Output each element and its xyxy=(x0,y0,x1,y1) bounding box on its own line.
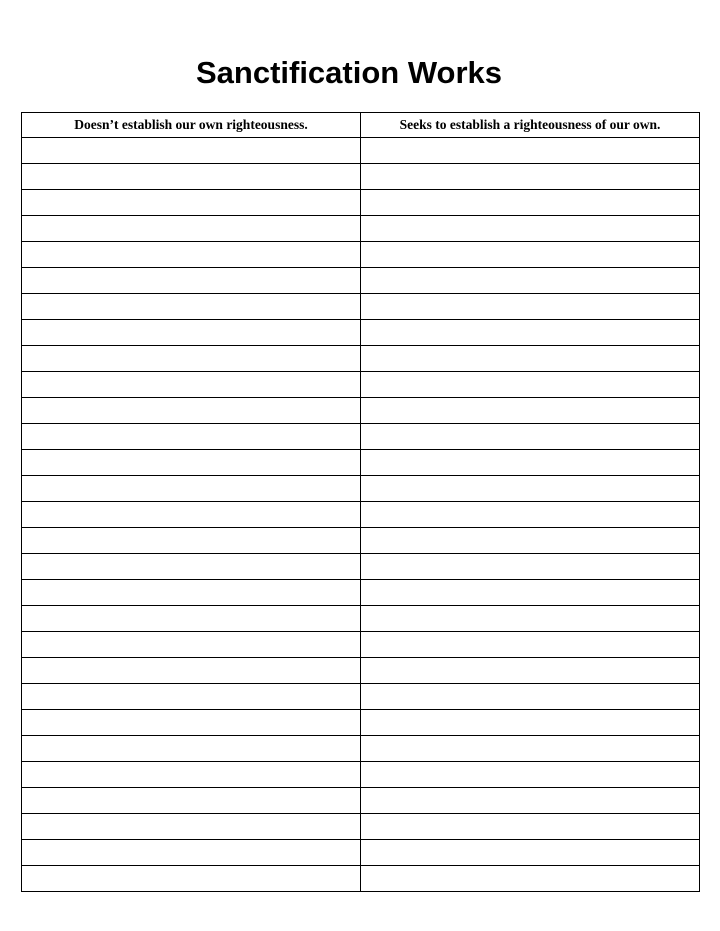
table-cell-right[interactable] xyxy=(361,268,700,294)
table-row xyxy=(22,632,700,658)
table-cell-left[interactable] xyxy=(22,372,361,398)
table-cell-right[interactable] xyxy=(361,606,700,632)
table-row xyxy=(22,450,700,476)
table-cell-right[interactable] xyxy=(361,814,700,840)
table-cell-right[interactable] xyxy=(361,190,700,216)
table-cell-left[interactable] xyxy=(22,190,361,216)
table-cell-right[interactable] xyxy=(361,580,700,606)
table-cell-left[interactable] xyxy=(22,684,361,710)
table-cell-right[interactable] xyxy=(361,684,700,710)
table-cell-left[interactable] xyxy=(22,632,361,658)
table-row xyxy=(22,840,700,866)
table-cell-right[interactable] xyxy=(361,736,700,762)
table-cell-left[interactable] xyxy=(22,294,361,320)
table-cell-left[interactable] xyxy=(22,658,361,684)
table-cell-left[interactable] xyxy=(22,216,361,242)
table-row xyxy=(22,190,700,216)
table-cell-right[interactable] xyxy=(361,320,700,346)
table-row xyxy=(22,216,700,242)
table-cell-left[interactable] xyxy=(22,450,361,476)
table-row xyxy=(22,398,700,424)
table-cell-left[interactable] xyxy=(22,502,361,528)
table-row xyxy=(22,138,700,164)
table-cell-right[interactable] xyxy=(361,164,700,190)
table-row xyxy=(22,580,700,606)
table-cell-left[interactable] xyxy=(22,814,361,840)
table-row xyxy=(22,736,700,762)
table-cell-left[interactable] xyxy=(22,788,361,814)
table-cell-right[interactable] xyxy=(361,216,700,242)
table-cell-right[interactable] xyxy=(361,554,700,580)
table-cell-right[interactable] xyxy=(361,528,700,554)
table-row xyxy=(22,476,700,502)
table-cell-right[interactable] xyxy=(361,294,700,320)
table-cell-left[interactable] xyxy=(22,242,361,268)
table-row xyxy=(22,528,700,554)
table-cell-right[interactable] xyxy=(361,658,700,684)
table-cell-left[interactable] xyxy=(22,476,361,502)
table-row xyxy=(22,424,700,450)
worksheet-table xyxy=(21,112,700,892)
table-cell-right[interactable] xyxy=(361,450,700,476)
table-cell-left[interactable] xyxy=(22,710,361,736)
table-row xyxy=(22,554,700,580)
table-row xyxy=(22,294,700,320)
table-cell-left[interactable] xyxy=(22,580,361,606)
table-cell-left[interactable] xyxy=(22,554,361,580)
table-cell-right[interactable] xyxy=(361,632,700,658)
table-row xyxy=(22,242,700,268)
table-row xyxy=(22,320,700,346)
table-cell-right[interactable] xyxy=(361,372,700,398)
table-cell-left[interactable] xyxy=(22,320,361,346)
table-cell-left[interactable] xyxy=(22,164,361,190)
table-row xyxy=(22,866,700,892)
table-body xyxy=(22,138,700,892)
table-cell-left[interactable] xyxy=(22,736,361,762)
table-cell-right[interactable] xyxy=(361,242,700,268)
table-cell-right[interactable] xyxy=(361,502,700,528)
column-header-not-own-righteousness: Doesn’t establish our own righteousness. xyxy=(22,113,361,138)
table-cell-left[interactable] xyxy=(22,398,361,424)
table-row xyxy=(22,762,700,788)
table-cell-left[interactable] xyxy=(22,762,361,788)
table-cell-right[interactable] xyxy=(361,398,700,424)
table-row xyxy=(22,346,700,372)
table-cell-right[interactable] xyxy=(361,788,700,814)
table-row xyxy=(22,606,700,632)
table-cell-left[interactable] xyxy=(22,138,361,164)
page-title: Sanctification Works xyxy=(195,55,503,90)
table-header-row xyxy=(22,113,700,138)
table-row xyxy=(22,372,700,398)
table-cell-left[interactable] xyxy=(22,606,361,632)
table-cell-right[interactable] xyxy=(361,346,700,372)
table-row xyxy=(22,502,700,528)
table-cell-right[interactable] xyxy=(361,476,700,502)
table-row xyxy=(22,164,700,190)
table-row xyxy=(22,814,700,840)
table-row xyxy=(22,710,700,736)
table-row xyxy=(22,788,700,814)
table-cell-right[interactable] xyxy=(361,840,700,866)
table-cell-left[interactable] xyxy=(22,268,361,294)
table-cell-left[interactable] xyxy=(22,840,361,866)
table-cell-right[interactable] xyxy=(361,762,700,788)
column-header-own-righteousness: Seeks to establish a righteousness of our own. xyxy=(361,113,700,138)
table-cell-left[interactable] xyxy=(22,424,361,450)
table-cell-left[interactable] xyxy=(22,528,361,554)
table-cell-left[interactable] xyxy=(22,866,361,892)
table-row xyxy=(22,658,700,684)
table-row xyxy=(22,268,700,294)
table-cell-right[interactable] xyxy=(361,424,700,450)
table-cell-right[interactable] xyxy=(361,138,700,164)
table-cell-right[interactable] xyxy=(361,710,700,736)
table-cell-left[interactable] xyxy=(22,346,361,372)
table-cell-right[interactable] xyxy=(361,866,700,892)
table-row xyxy=(22,684,700,710)
